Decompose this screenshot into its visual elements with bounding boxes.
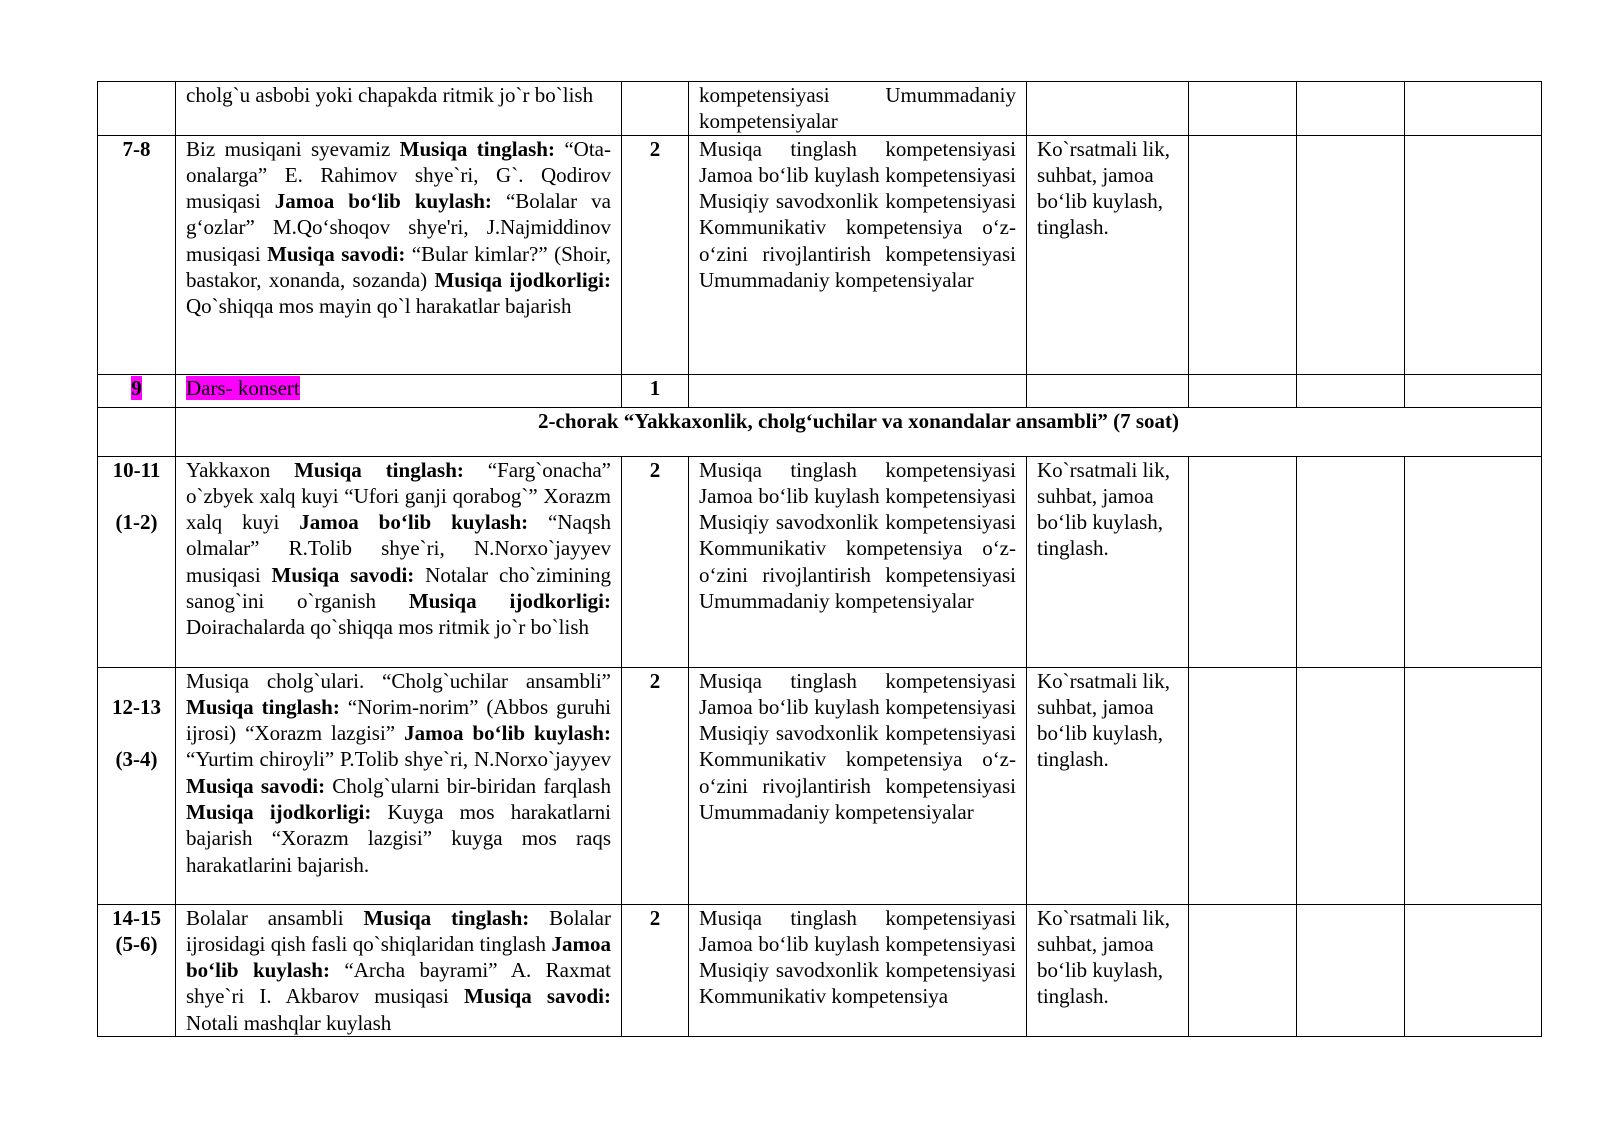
- topic-section-label: Jamoa bo‘lib kuylash:: [299, 510, 529, 535]
- empty-cell: [1405, 374, 1542, 407]
- lesson-competencies: Musiqa tinglash kompetensiyasi Jamoa bo‘lib kuylash kompetensiyasi Musiqiy savodxonlik kompetensiyasi Kommunikativ kompetensiya o‘z-o‘zini rivojlantirish kompetensiyasi Umummadaniy kompetensiyalar: [689, 667, 1027, 904]
- empty-cell: [1189, 82, 1297, 136]
- topic-text: Notalar cho`zimining sanog`ini o`rganish: [186, 562, 611, 614]
- empty-cell: [1297, 667, 1405, 904]
- empty-cell: [1405, 667, 1542, 904]
- empty-cell: [1405, 456, 1542, 667]
- empty-cell: [1297, 456, 1405, 667]
- empty-cell: [1189, 456, 1297, 667]
- empty-cell: [1297, 82, 1405, 136]
- lesson-number: [98, 374, 176, 407]
- lesson-number: [98, 82, 176, 136]
- lesson-topic: [176, 456, 622, 667]
- topic-section-label: Musiqa ijodkorligi:: [186, 800, 372, 825]
- topic-text: Bolalar ansambli: [186, 905, 364, 930]
- empty-cell: [1297, 374, 1405, 407]
- table-row: [98, 407, 1542, 456]
- quarter-heading: 2-chorak “Yakkaxonlik, cholg‘uchilar va xonandalar ansambli” (7 soat): [176, 407, 1542, 456]
- lesson-hours: 2: [622, 456, 689, 667]
- lesson-number: [98, 667, 176, 904]
- lesson-methods: Ko`rsatmali lik, suhbat, jamoa bo‘lib kuylash, tinglash.: [1027, 904, 1189, 1036]
- lesson-hours: [622, 82, 689, 136]
- lesson-number-sub: (1-2): [115, 509, 158, 534]
- lesson-topic: [176, 82, 622, 136]
- topic-text: Notali mashqlar kuylash: [186, 1010, 392, 1035]
- lesson-competencies: kompetensiyasi Umummadaniy kompetensiyalar: [689, 82, 1027, 136]
- empty-cell: [1405, 135, 1542, 374]
- topic-section-label: Musiqa tinglash:: [186, 694, 340, 719]
- topic-section-label: Musiqa ijodkorligi:: [434, 268, 611, 293]
- topic-text: Biz musiqani syevamiz: [186, 136, 400, 161]
- lesson-competencies: Musiqa tinglash kompetensiyasi Jamoa bo‘lib kuylash kompetensiyasi Musiqiy savodxonlik kompetensiyasi Kommunikativ kompetensiya: [689, 904, 1027, 1036]
- empty-cell: [98, 407, 176, 456]
- empty-cell: [1297, 135, 1405, 374]
- topic-text: Yakkaxon: [186, 457, 295, 482]
- lesson-number: 7-8: [98, 135, 176, 374]
- lesson-methods: [1027, 82, 1189, 136]
- lesson-number-sub: (5-6): [115, 931, 158, 956]
- lesson-methods: Ko`rsatmali lik, suhbat, jamoa bo‘lib kuylash, tinglash.: [1027, 667, 1189, 904]
- table-row: [98, 82, 1542, 136]
- empty-cell: [1189, 135, 1297, 374]
- topic-section-label: Musiqa savodi:: [464, 984, 611, 1009]
- topic-text: “Bolalar va g‘ozlar” M.Qo‘shoqov shye'ri, J.Najmiddinov musiqasi: [186, 189, 611, 266]
- lesson-plan-table: [97, 81, 1542, 1037]
- topic-section-label: Musiqa savodi:: [271, 562, 415, 587]
- lesson-hours: 2: [622, 904, 689, 1036]
- topic-text: cholg`u asbobi yoki chapakda ritmik jo`r bo`lish: [186, 83, 594, 107]
- topic-section-label: Jamoa bo‘lib kuylash:: [186, 931, 611, 983]
- highlighted-number: 9: [131, 375, 142, 400]
- topic-text: “Archa bayrami” A. Raxmat shye`ri I. Akbarov musiqasi: [186, 958, 611, 1009]
- empty-cell: [689, 374, 1027, 407]
- topic-text: Qo`shiqqa mos mayin qo`l harakatlar bajarish: [186, 294, 572, 319]
- highlighted-topic: Dars- konsert: [186, 375, 300, 400]
- empty-cell: [1405, 82, 1542, 136]
- lesson-number-main: 12-13: [112, 694, 161, 719]
- table-row: [98, 135, 1542, 374]
- topic-text: “Ota-onalarga” E. Rahimov shye`ri, G`. Qodirov musiqasi: [186, 136, 611, 214]
- lesson-topic: [176, 904, 622, 1036]
- topic-section-label: Musiqa savodi:: [267, 241, 406, 266]
- lesson-number: [98, 456, 176, 667]
- lesson-number-sub: (3-4): [115, 746, 158, 771]
- lesson-number-main: 14-15: [112, 905, 161, 930]
- empty-cell: [1189, 904, 1297, 1036]
- lesson-competencies: Musiqa tinglash kompetensiyasi Jamoa bo‘lib kuylash kompetensiyasi Musiqiy savodxonlik kompetensiyasi Kommunikativ kompetensiya o‘z-o‘zini rivojlantirish kompetensiyasi Umummadaniy kompetensiyalar: [689, 135, 1027, 374]
- topic-section-label: Musiqa ijodkorligi:: [408, 589, 611, 614]
- lesson-methods: Ko`rsatmali lik, suhbat, jamoa bo‘lib kuylash, tinglash.: [1027, 456, 1189, 667]
- topic-text: “Farg`onacha” o`zbyek xalq kuyi “Ufori ganji qorabog`” Xorazm xalq kuyi: [186, 457, 611, 535]
- lesson-number-main: 10-11: [112, 457, 161, 482]
- topic-text: Doirachalarda qo`shiqqa mos ritmik jo`r bo`lish: [186, 615, 589, 640]
- topic-text: Bolalar ijrosidagi qish fasli qo`shiqlaridan tinglash: [186, 905, 611, 956]
- topic-section-label: Jamoa bo‘lib kuylash:: [274, 189, 492, 214]
- empty-cell: [1027, 374, 1189, 407]
- lesson-topic: [176, 135, 622, 374]
- topic-text: “Norim-norim” (Abbos guruhi ijrosi) “Xorazm lazgisi”: [186, 694, 611, 746]
- table-row: [98, 374, 1542, 407]
- topic-text: Musiqa cholg`ulari. “Cholg`uchilar ansambli”: [186, 668, 611, 693]
- table-row: [98, 456, 1542, 667]
- topic-section-label: Jamoa bo‘lib kuylash:: [404, 721, 611, 746]
- empty-cell: [1189, 667, 1297, 904]
- topic-section-label: Musiqa tinglash:: [399, 136, 555, 161]
- topic-text: “Bular kimlar?” (Shoir, bastakor, xonanda, sozanda): [186, 241, 611, 293]
- lesson-competencies: Musiqa tinglash kompetensiyasi Jamoa bo‘lib kuylash kompetensiyasi Musiqiy savodxonlik kompetensiyasi Kommunikativ kompetensiya o‘z-o‘zini rivojlantirish kompetensiyasi Umummadaniy kompetensiyalar: [689, 456, 1027, 667]
- topic-section-label: Musiqa tinglash:: [294, 457, 464, 482]
- lesson-topic: [176, 374, 622, 407]
- empty-cell: [1189, 374, 1297, 407]
- topic-section-label: Musiqa savodi:: [186, 773, 326, 798]
- lesson-methods: Ko`rsatmali lik, suhbat, jamoa bo‘lib kuylash, tinglash.: [1027, 135, 1189, 374]
- lesson-hours: 1: [622, 374, 689, 407]
- lesson-topic: [176, 667, 622, 904]
- empty-cell: [1405, 904, 1542, 1036]
- table-row: [98, 904, 1542, 1036]
- lesson-hours: 2: [622, 667, 689, 904]
- topic-text: Kuyga mos harakatlarni bajarish “Xorazm lazgisi” kuyga mos raqs harakatlarini bajarish.: [186, 800, 611, 877]
- topic-text: Cholg`ularni bir-biridan farqlash: [325, 773, 611, 798]
- topic-section-label: Musiqa tinglash:: [363, 905, 530, 930]
- lesson-number: [98, 904, 176, 1036]
- empty-cell: [1297, 904, 1405, 1036]
- lesson-hours: 2: [622, 135, 689, 374]
- topic-text: “Naqsh olmalar” R.Tolib shye`ri, N.Norxo`jayyev musiqasi: [186, 510, 611, 587]
- table-row: [98, 667, 1542, 904]
- topic-text: “Yurtim chiroyli” P.Tolib shye`ri, N.Norxo`jayyev: [186, 747, 611, 772]
